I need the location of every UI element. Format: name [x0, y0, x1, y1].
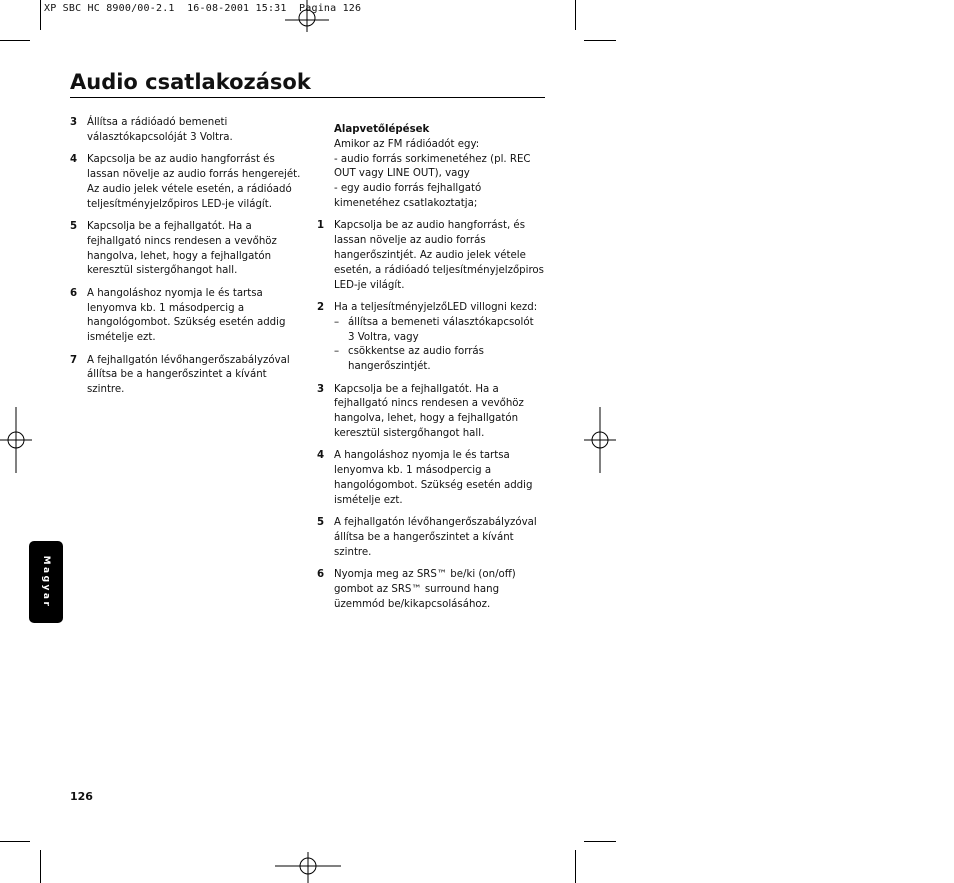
step-number: 5 — [317, 517, 325, 529]
dash-mark: – — [334, 316, 340, 328]
step-item — [70, 220, 306, 279]
step-item — [317, 301, 547, 375]
step-item — [70, 153, 306, 212]
step-text: A hangoláshoz nyomja le és tartsa — [87, 287, 263, 299]
step-text: hangológombot. Szükség esetén addig — [334, 479, 533, 491]
step-text: A fejhallgatón lévőhangerőszabályzóval — [87, 354, 290, 366]
intro-text: - audio forrás sorkimenetéhez (pl. REC — [334, 153, 531, 165]
step-item — [317, 449, 547, 508]
dash-text: hangerőszintjét. — [348, 361, 431, 373]
step-item — [70, 287, 306, 346]
dash-text: állítsa a bemeneti választókapcsolót — [348, 316, 534, 328]
crop-mark — [40, 850, 41, 883]
step-text: állítsa be a hangerőszintet a kívánt — [87, 369, 267, 381]
step-text: LED-je világít. — [334, 279, 405, 291]
step-text: fejhallgató nincs rendesen a vevőhöz — [334, 398, 524, 410]
intro-block — [317, 123, 547, 212]
step-text: Kapcsolja be az audio hangforrást, és — [334, 220, 526, 232]
print-slug: XP SBC HC 8900/00-2.1 16-08-2001 15:31 Pagina 126 — [44, 3, 362, 14]
title-rule — [70, 97, 545, 98]
step-text: lenyomva kb. 1 másodpercig a — [87, 302, 245, 314]
step-text: lassan növelje az audio forrás hengerejét. — [87, 168, 301, 180]
step-text: hangerőszintjét. Az audio jelek vétele — [334, 249, 526, 261]
step-text: esetén, a rádióadó teljesítményjelzőpiros — [334, 264, 544, 276]
step-number: 6 — [70, 287, 78, 299]
right-column — [317, 123, 547, 620]
intro-text: Amikor az FM rádióadót egy: — [334, 138, 480, 150]
registration-mark — [275, 852, 341, 883]
step-text: lassan növelje az audio forrás — [334, 235, 486, 247]
language-tab — [29, 541, 63, 623]
step-text: Ha a teljesítményjelzőLED villogni kezd: — [334, 301, 538, 313]
step-item — [70, 116, 306, 146]
language-tab-label: Magyar — [41, 555, 51, 609]
step-text: ismételje ezt. — [87, 332, 156, 344]
dash-item — [334, 345, 547, 375]
section-heading: Alapvetőlépések — [334, 124, 430, 135]
registration-mark — [0, 407, 32, 473]
step-item — [70, 354, 306, 398]
page-title: Audio csatlakozások — [70, 70, 311, 94]
step-number: 1 — [317, 220, 325, 232]
step-item — [317, 568, 547, 612]
intro-text: kimenetéhez csatlakoztatja; — [334, 197, 478, 209]
crop-mark — [575, 850, 576, 883]
step-text: keresztül sistergőhangot hall. — [87, 265, 238, 277]
step-text: Kapcsolja be a fejhallgatót. Ha a — [334, 383, 499, 395]
step-text: Az audio jelek vétele esetén, a rádióadó — [87, 183, 292, 195]
step-number: 5 — [70, 220, 78, 232]
step-text: állítsa be a hangerőszintet a kívánt — [334, 531, 514, 543]
step-text: A hangoláshoz nyomja le és tartsa — [334, 450, 510, 462]
step-text: szintre. — [334, 546, 372, 558]
intro-text: - egy audio forrás fejhallgató — [334, 183, 482, 195]
step-text: hangológombot. Szükség esetén addig — [87, 317, 286, 329]
dash-mark: – — [334, 346, 340, 358]
step-text: választókapcsolóját 3 Voltra. — [87, 131, 233, 143]
step-text: A fejhallgatón lévőhangerőszabályzóval — [334, 517, 537, 529]
crop-mark — [575, 0, 576, 30]
step-number: 3 — [317, 383, 325, 395]
registration-mark — [584, 407, 616, 473]
crop-mark — [0, 40, 30, 41]
step-item — [317, 219, 547, 293]
step-text: ismételje ezt. — [334, 494, 403, 506]
step-text: Állítsa a rádióadó bemeneti — [87, 117, 228, 128]
step-number: 3 — [70, 117, 78, 128]
step-text: hangolva, lehet, hogy a fejhallgatón — [87, 250, 272, 262]
crop-mark — [0, 841, 30, 842]
step-text: keresztül sistergőhangot hall. — [334, 427, 485, 439]
step-text: hangolva, lehet, hogy a fejhallgatón — [334, 413, 519, 425]
step-number: 4 — [317, 450, 325, 462]
left-column — [70, 116, 306, 406]
step-item — [317, 516, 547, 560]
step-text: Kapcsolja be az audio hangforrást és — [87, 154, 275, 166]
crop-mark — [40, 0, 41, 30]
page-number: 126 — [70, 790, 93, 803]
step-number: 6 — [317, 569, 325, 581]
dash-item — [334, 316, 547, 346]
crop-mark — [584, 841, 616, 842]
step-number: 2 — [317, 301, 325, 313]
step-text: lenyomva kb. 1 másodpercig a — [334, 465, 492, 477]
step-number: 4 — [70, 154, 78, 166]
step-text: fejhallgató nincs rendesen a vevőhöz — [87, 235, 277, 247]
dash-text: 3 Voltra, vagy — [348, 331, 419, 343]
intro-text: OUT vagy LINE OUT), vagy — [334, 168, 470, 180]
step-text: üzemmód be/kikapcsolásához. — [334, 598, 491, 610]
dash-text: csökkentse az audio forrás — [348, 346, 484, 358]
step-item — [317, 383, 547, 442]
step-text: gombot az SRS™ surround hang — [334, 583, 500, 595]
crop-mark — [584, 40, 616, 41]
step-text: teljesítményjelzőpiros LED-je világít. — [87, 198, 272, 210]
step-number: 7 — [70, 354, 78, 366]
step-text: szintre. — [87, 384, 125, 396]
step-text: Nyomja meg az SRS™ be/ki (on/off) — [334, 569, 516, 581]
step-text: Kapcsolja be a fejhallgatót. Ha a — [87, 220, 252, 232]
